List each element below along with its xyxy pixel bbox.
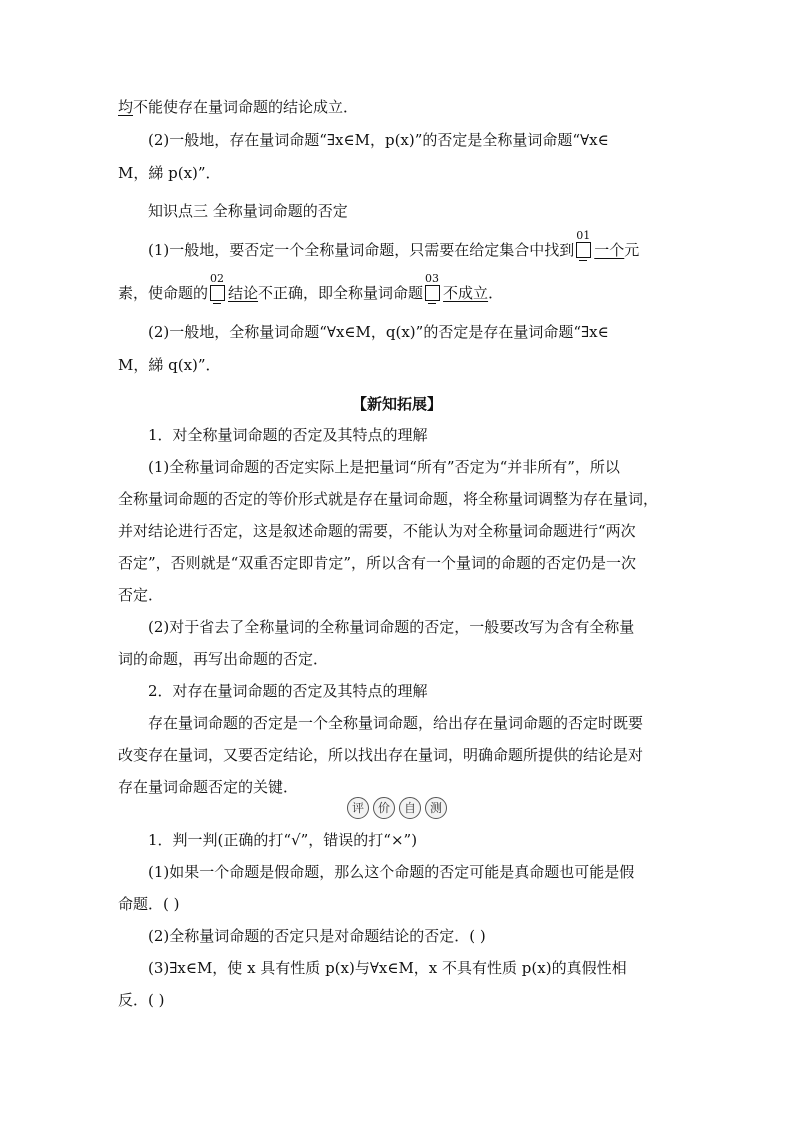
text-line: (2)全称量词命题的否定只是对命题结论的否定．( ) xyxy=(148,927,486,945)
badge-char: 测 xyxy=(425,797,447,819)
text-line: 存在量词命题否定的关键． xyxy=(118,778,299,796)
subheading: 1．对全称量词命题的否定及其特点的理解 xyxy=(148,426,428,444)
text-line: 词的命题，再写出命题的否定． xyxy=(118,650,329,668)
question-title: 1．判一判(正确的打“√”，错误的打“×”) xyxy=(148,831,418,849)
text-line: (1)如果一个命题是假命题，那么这个命题的否定可能是真命题也可能是假 xyxy=(148,863,635,881)
text-span: 素，使命题的 xyxy=(118,284,209,302)
blank-number: 01 xyxy=(576,229,591,242)
text-line: 全称量词命题的否定的等价形式就是存在量词命题，将全称量词调整为存在量词， xyxy=(118,490,659,508)
text-span: 不能使存在量词命题的结论成立． xyxy=(133,98,359,116)
text-line: 并对结论进行否定，这是叙述命题的需要，不能认为对全称量词命题进行“两次 xyxy=(118,522,636,540)
text-line xyxy=(118,272,504,303)
text-line: 改变存在量词，又要否定结论，所以找出存在量词，明确命题所提供的结论是对 xyxy=(118,746,644,764)
badge-char: 评 xyxy=(347,797,369,819)
text-line: (2)一般地，全称量词命题“∀x∈M，q(x)”的否定是存在量词命题“∃x∈ xyxy=(148,323,609,341)
text-line: (2)一般地，存在量词命题“∃x∈M，p(x)”的否定是全称量词命题“∀x∈ xyxy=(148,131,609,149)
text-line: 反．( ) xyxy=(118,991,165,1009)
text-line xyxy=(148,229,640,260)
blank-number: 02 xyxy=(210,272,225,285)
blank-number-box xyxy=(425,272,441,300)
text-line xyxy=(118,97,358,117)
badge-char: 自 xyxy=(399,797,421,819)
section-badge xyxy=(342,797,452,819)
answer-blank: 不成立 xyxy=(443,284,489,302)
text-line: (3)∃x∈M，使 x 具有性质 p(x)与∀x∈M，x 不具有性质 p(x)的真假性相 xyxy=(148,959,627,977)
underlined-word: 均 xyxy=(118,98,134,116)
text-span: 元 xyxy=(624,241,640,259)
text-span: ． xyxy=(488,284,504,302)
section-title: 知识点三 全称量词命题的否定 xyxy=(148,202,348,220)
text-line: M，綈 p(x)”． xyxy=(118,164,221,182)
subheading: 2．对存在量词命题的否定及其特点的理解 xyxy=(148,682,428,700)
blank-number-box xyxy=(210,272,226,300)
text-line: 存在量词命题的否定是一个全称量词命题，给出存在量词命题的否定时既要 xyxy=(148,714,644,732)
text-line: 命题．( ) xyxy=(118,895,180,913)
extension-heading: 【新知拓展】 xyxy=(351,395,442,413)
answer-blank: 一个 xyxy=(594,241,625,259)
text-line: 否定． xyxy=(118,586,164,604)
badge-char: 价 xyxy=(373,797,395,819)
text-line: (1)全称量词命题的否定实际上是把量词“所有”否定为“并非所有”，所以 xyxy=(148,458,620,476)
text-line: M，綈 q(x)”． xyxy=(118,356,221,374)
text-line: 否定”，否则就是“双重否定即肯定”，所以含有一个量词的命题的否定仍是一次 xyxy=(118,554,637,572)
text-span: (1)一般地，要否定一个全称量词命题，只需要在给定集合中找到 xyxy=(148,241,575,259)
blank-number-box xyxy=(576,229,592,257)
answer-blank: 结论 xyxy=(228,284,259,302)
text-span: 不正确，即全称量词命题 xyxy=(258,284,424,302)
text-line: (2)对于省去了全称量词的全称量词命题的否定，一般要改写为含有全称量 xyxy=(148,618,635,636)
blank-number: 03 xyxy=(425,272,440,285)
